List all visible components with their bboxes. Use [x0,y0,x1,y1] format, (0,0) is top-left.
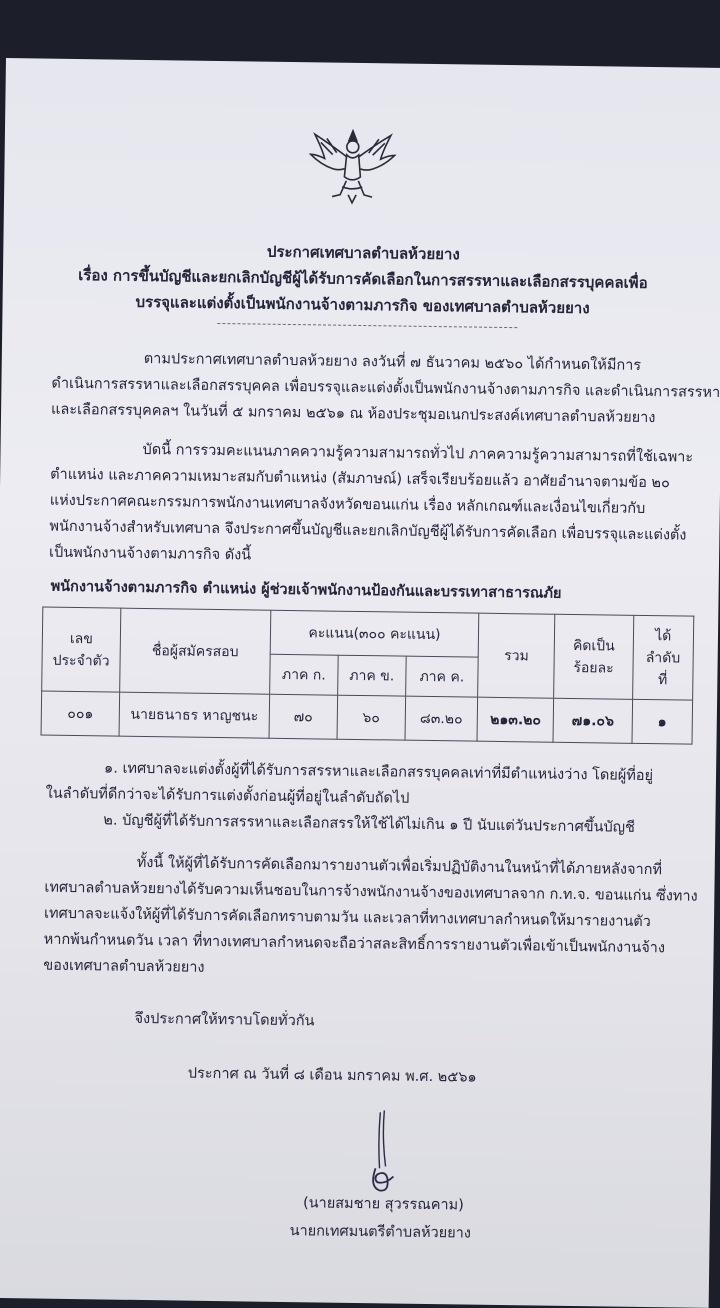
para3-line: เทศบาลจะแจ้งให้ผู้ที่ได้รับการคัดเลือกทราบตามวัน และเวลาที่ทางเทศบาลกำหนดให้มารายงานตัว [43,905,652,931]
note-line: ๑. เทศบาลจะแต่งตั้งผู้ที่ได้รับการสรรหาและเลือกสรรบุคคลเท่าที่มีตำแหน่งว่าง โดยผู้ที่อยู่ [103,760,654,785]
signer-name: (นายสมชาย สุวรรณคาม) [302,1195,464,1214]
score-table [41,607,695,745]
signer-title: นายกเทศมนตรีตำบลห้วยยาง [289,1223,472,1242]
header-percent-line2: ร้อยละ [573,659,614,677]
header-applicant-id [42,607,121,692]
cell-part-b: ๖๐ [337,695,406,740]
para2-line: แห่งประกาศคณะกรรมการพนักงานเทศบาลจังหวัดขอนแก่น เรื่อง หลักเกณฑ์และเงื่อนไขเกี่ยวกับ [49,492,646,517]
cell-applicant-id: ๐๐๑ [41,691,120,736]
para3-line: ของเทศบาลตำบลห้วยยาง [43,957,205,976]
closing-text: จึงประกาศให้ทราบโดยทั่วกัน [134,1010,315,1030]
header-total: รวม [478,613,556,698]
header-applicant-id-line1: เลข [69,630,93,647]
para3-line: ทั้งนี้ ให้ผู้ที่ได้รับการคัดเลือกมารายงานตัวเพื่อเริ่มปฏิบัติงานในหน้าที่ได้ภายหลังจากที่ [136,854,663,879]
cell-applicant-name: นายธนาธร หาญชนะ [119,692,270,738]
note-line: ๒. บัญชีผู้ที่ได้รับการสรรหาและเลือกสรรให้ใช้ได้ไม่เกิน ๑ ปี นับแต่วันประกาศขึ้นบัญชี [103,812,636,836]
header-percent [554,614,633,699]
para2-line: บัดนี้ การรวมคะแนนภาคความรู้ความสามารถทั่วไป ภาคความรู้ความสามารถที่ใช้เฉพาะ [142,441,694,466]
para3-line: หากพ้นกำหนดวัน เวลา ที่ทางเทศบาลกำหนดจะถือว่าสละสิทธิ์การรายงานตัวเพื่อเข้าเป็นพนักงานจ้าง [43,931,666,957]
header-part-a: ภาค ก. [270,654,338,695]
table-row [41,691,693,744]
para3-line: เทศบาลตำบลห้วยยางได้รับความเห็นชอบในการจ้างพนักงานจ้างของเทศบาลจาก ก.ท.จ. ขอนแก่น ซึ่งทาง [44,879,698,905]
header-applicant-name: ชื่อผู้สมัครสอบ [120,608,271,694]
para2-line: เป็นพนักงานจ้างตามภารกิจ ดังนี้ [48,544,252,564]
note-line: ในลำดับที่ดีกว่าจะได้รับการแต่งตั้งก่อนผู้ที่อยู่ในลำดับถัดไป [45,785,410,807]
cell-part-c: ๘๓.๒๐ [405,696,478,741]
announcement-date: ประกาศ ณ วันที่ ๘ เดือน มกราคม พ.ศ. ๒๕๖๑ [187,1065,477,1086]
header-rank-line2: ลำดับ [645,649,681,666]
header-part-c: ภาค ค. [405,656,478,697]
cell-part-a: ๗๐ [269,694,338,739]
header-rank [632,615,694,700]
cell-total: ๒๑๓.๒๐ [477,697,554,742]
cell-rank: ๑ [632,699,693,744]
header-score-group: คะแนน(๓๐๐ คะแนน) [270,610,479,657]
title-divider [217,323,517,328]
cell-percent: ๗๑.๐๖ [553,698,632,743]
header-rank-line3: ที่ [657,671,668,688]
announcement-title: ประกาศเทศบาลตำบลห้วยยาง [266,242,460,264]
para2-line: ตำแหน่ง และภาคความเหมาะสมกับตำแหน่ง (สัมภาษณ์) เสร็จเรียบร้อยแล้ว อาศัยอำนาจตามข้อ ๒๐ [50,466,670,492]
header-percent-line1: คิดเป็น [572,637,615,655]
header-part-b: ภาค ข. [338,655,406,696]
signature-icon [355,1108,416,1199]
subject-line-2: บรรจุและแต่งตั้งเป็นพนักงานจ้างตามภารกิจ ของเทศบาลตำบลห้วยยาง [135,292,590,318]
subject-line-1: เรื่อง การขึ้นบัญชีและยกเลิกบัญชีผู้ได้รับการคัดเลือกในการสรรหาและเลือกสรรบุคคลเพื่อ [78,266,648,292]
position-title: พนักงานจ้างตามภารกิจ ตำแหน่ง ผู้ช่วยเจ้าพนักงานป้องกันและบรรเทาสาธารณภัย [50,578,562,602]
para1-line: ดำเนินการสรรหาและเลือกสรรบุคคล เพื่อบรรจุและแต่งตั้งเป็นพนักงานจ้างตามภารกิจ และดำเนินการสรรหา [51,375,720,402]
garuda-emblem-icon [302,124,403,205]
document-page [0,58,720,1308]
para1-line: และเลือกสรรบุคคลฯ ในวันที่ ๕ มกราคม ๒๕๖๑ ณ ห้องประชุมอเนกประสงค์เทศบาลตำบลห้วยยาง [50,401,656,427]
header-applicant-id-line2: ประจำตัว [52,652,110,670]
header-rank-line1: ได้ [655,627,672,644]
para2-line: พนักงานจ้างสำหรับเทศบาล จึงประกาศขึ้นบัญชีและยกเลิกบัญชีผู้ได้รับการคัดเลือก เพื่อบรรจุและแต่งตั้ง [49,518,687,544]
para1-line: ตามประกาศเทศบาลตำบลห้วยยาง ลงวันที่ ๗ ธันวาคม ๒๕๖๐ ได้กำหนดให้มีการ [143,350,642,374]
